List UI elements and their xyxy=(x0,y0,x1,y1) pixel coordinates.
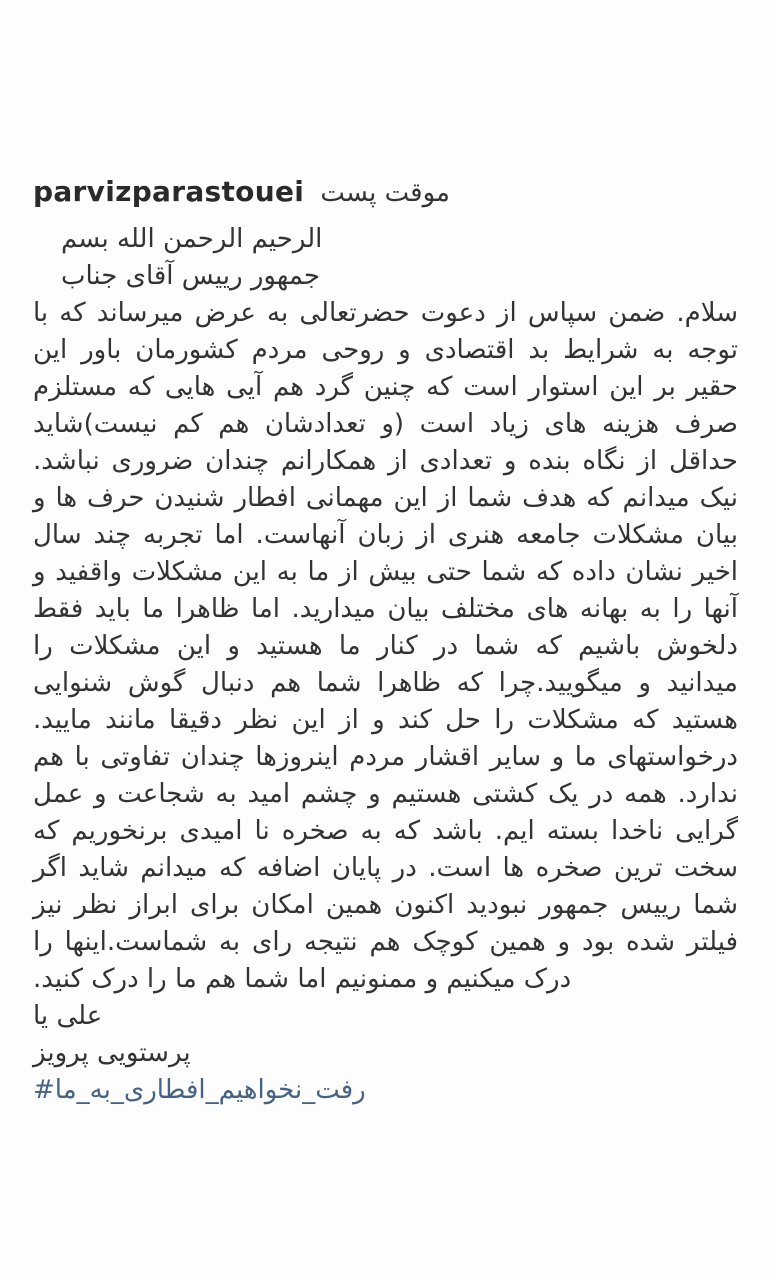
caption-body-line: حقیر بر این استوار است که چنین گرد هم آیی هایی که مستلزم xyxy=(33,372,738,402)
caption-body-line: ندارد. همه در یک کشتی هستیم و چشم امید به شجاعت و عمل xyxy=(33,779,738,809)
bismillah-line: بسم‎ الله‎ الرحمن‎ الرحیم xyxy=(61,224,323,254)
username-link[interactable]: parvizparastouei xyxy=(33,175,305,208)
caption-body-line: صرف هزینه های زیاد است (و تعدادشان هم کم نیست)شاید xyxy=(33,409,738,439)
signature-line: پرویز‎ پرستویی xyxy=(33,1038,191,1068)
caption-body-line: درک میکنیم و ممنونیم اما شما هم ما را درک کنید. xyxy=(33,964,572,994)
caption-body-line: سخت ترین صخره ها است. در پایان اضافه که میدانم شاید اگر xyxy=(33,853,738,883)
caption-body-line: آنها را به بهانه های مختلف بیان میدارید. اما ظاهرا ما باید فقط xyxy=(33,594,738,624)
caption-body-line: حداقل از نگاه بنده و تعدادی از همکارانم چندان ضروری نباشد. xyxy=(33,446,738,476)
caption-body-line: اخیر نشان داده که شما حتی بیش از ما به این مشکلات واقفید و xyxy=(33,557,738,587)
caption-body-line: درخواستهای ما و سایر اقشار مردم اینروزها چندان تفاوتی با هم xyxy=(33,742,738,772)
caption-body-line: شما رییس جمهور نبودید اکنون همین امکان برای ابراز نظر نیز xyxy=(33,890,738,920)
caption-body-line: میدانید و میگویید.چرا که ظاهرا شما هم دنبال گوش شنوایی xyxy=(33,668,738,698)
caption-body-line: هستید که مشکلات را حل کند و از این نظر دقیقا مانند مایید. xyxy=(33,705,738,735)
caption-body-line: دلخوش باشیم که شما در کنار ما هستید و این مشکلات را xyxy=(33,631,738,661)
caption-body-line: فیلتر شده بود و همین کوچک هم نتیجه رای به شماست.اینها را xyxy=(33,927,738,957)
temporary-post-label: پست‎ موقت xyxy=(320,178,450,208)
caption-body-line: توجه به شرایط بد اقتصادی و روحی مردم کشورمان باور این xyxy=(33,335,738,365)
hashtag-link[interactable]: #ما‎_به‎_افطاری‎_نخواهیم‎_رفت xyxy=(33,1075,366,1105)
caption-header xyxy=(33,173,738,212)
caption-body-line: سلام. ضمن سپاس از دعوت حضرتعالی به عرض میرساند که با xyxy=(33,298,738,328)
caption-body-line: گرایی ناخدا بسته ایم. باشد که به صخره نا امیدی برنخوریم که xyxy=(33,816,738,846)
post-caption xyxy=(33,173,738,1109)
address-line: جناب‎ آقای‎ رییس‎ جمهور xyxy=(61,261,320,291)
closing-salute-line: یا‎ علی xyxy=(33,1001,103,1031)
caption-body-line: نیک میدانم که هدف شما از این مهمانی افطار شنیدن حرف ها و xyxy=(33,483,738,513)
caption-body-line: بیان مشکلات جامعه هنری از زبان آنهاست. اما تجربه چند سال xyxy=(33,520,738,550)
